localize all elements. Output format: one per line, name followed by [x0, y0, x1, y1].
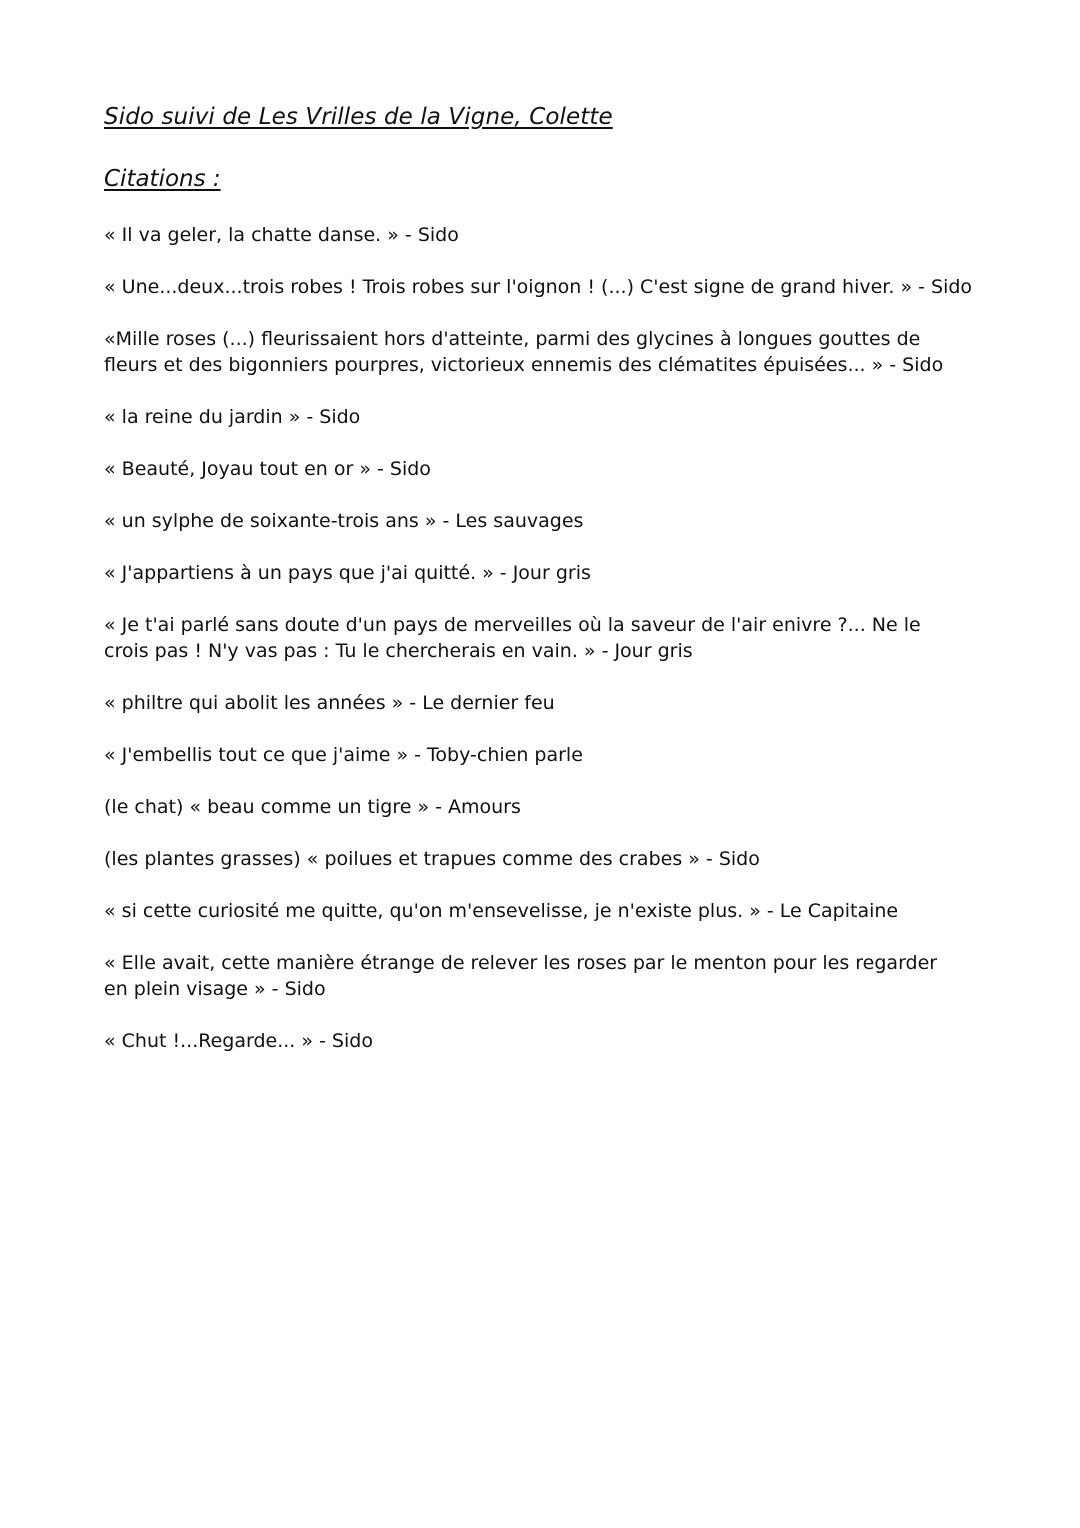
quote-item: « Une...deux...trois robes ! Trois robes sur l'oignon ! (...) C'est signe de grand hiver. » - Sido: [104, 276, 973, 298]
quote-item: « Elle avait, cette manière étrange de relever les roses par le menton pour les regarder en plein visage » - Sido: [104, 952, 938, 1000]
quote-item: « Je t'ai parlé sans doute d'un pays de merveilles où la saveur de l'air enivre ?... Ne le crois pas ! N'y vas pas : Tu le chercherais en vain. » - Jour gris: [104, 614, 921, 662]
quote-item: « philtre qui abolit les années » - Le dernier feu: [104, 692, 555, 714]
quote-item: « la reine du jardin » - Sido: [104, 406, 361, 428]
quote-item: « J'appartiens à un pays que j'ai quitté. » - Jour gris: [104, 562, 591, 584]
quote-item: « Beauté, Joyau tout en or » - Sido: [104, 458, 431, 480]
quote-item: « un sylphe de soixante-trois ans » - Les sauvages: [104, 510, 584, 532]
document-title: Sido suivi de Les Vrilles de la Vigne, Colette: [104, 104, 613, 130]
quote-item: « J'embellis tout ce que j'aime » - Toby-chien parle: [104, 744, 583, 766]
quote-item: « Il va geler, la chatte danse. » - Sido: [104, 224, 459, 246]
quote-list: [104, 222, 984, 1080]
quote-item: « Chut !...Regarde... » - Sido: [104, 1030, 373, 1052]
quote-item: (le chat) « beau comme un tigre » - Amours: [104, 796, 521, 818]
quote-item: (les plantes grasses) « poilues et trapues comme des crabes » - Sido: [104, 848, 760, 870]
section-heading: Citations :: [104, 166, 221, 192]
quote-item: «Mille roses (...) fleurissaient hors d'atteinte, parmi des glycines à longues gouttes de fleurs et des bigonniers pourpres, victorieux ennemis des clématites épuisées... » - Sido: [104, 328, 944, 376]
quote-item: « si cette curiosité me quitte, qu'on m'ensevelisse, je n'existe plus. » - Le Capitaine: [104, 900, 899, 922]
